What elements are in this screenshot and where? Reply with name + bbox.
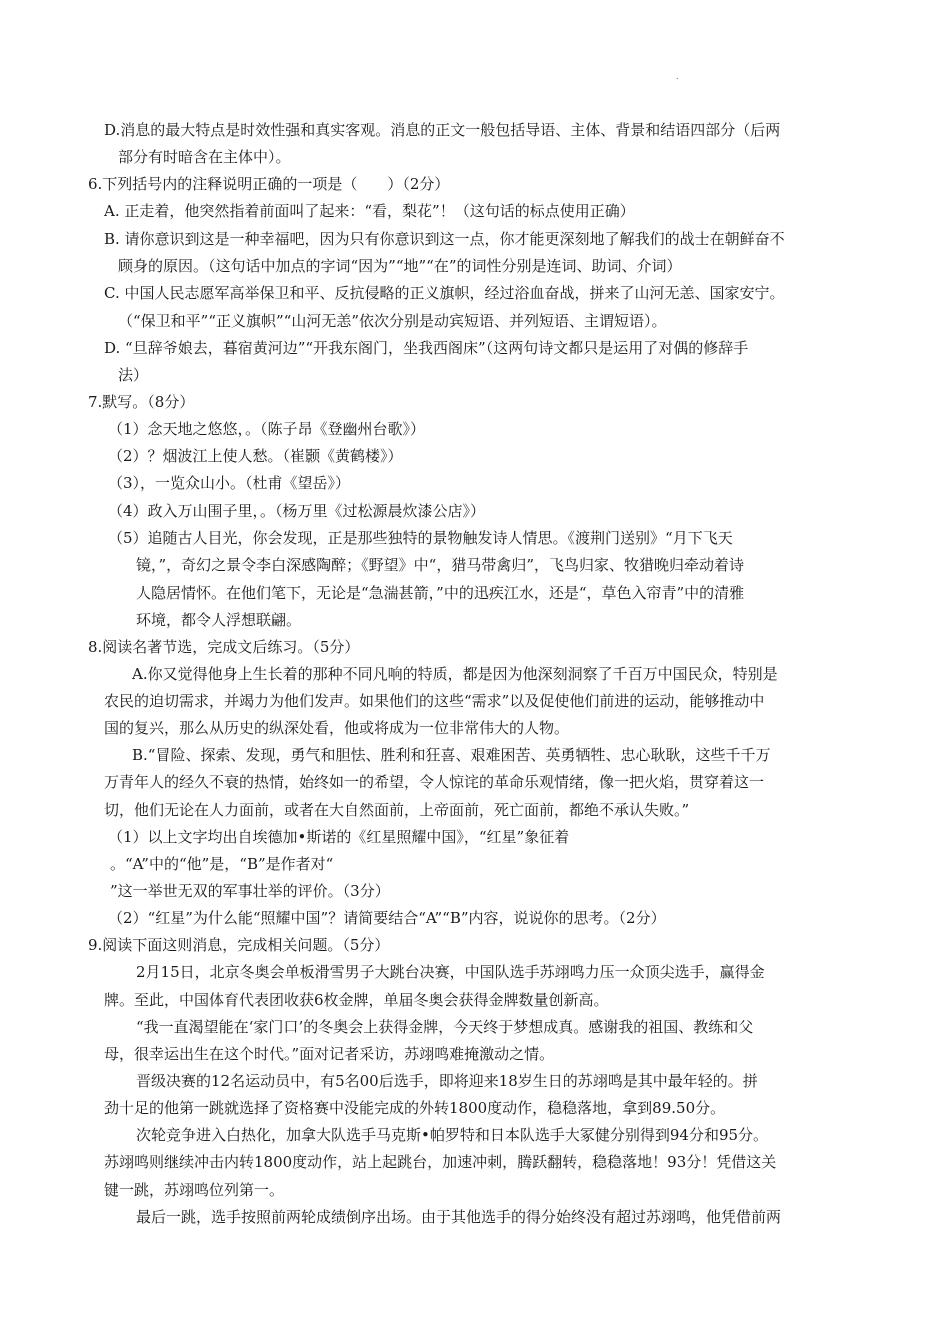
q7-item-5-line3: 人隐居情怀。在他们笔下，无论是“急湍甚箭，”中的迅疾江水，还是“，草色入帘青”中的清雅 bbox=[136, 584, 745, 602]
q7-item-3: （3），一览众山小。（杜甫《望岳》） bbox=[108, 474, 351, 492]
q9-para1-line1: 2月15日，北京冬奥会单板滑雪男子大跳台决赛，中国队选手苏翊鸣力压一众顶尖选手，赢得金 bbox=[136, 963, 765, 981]
q8-passage-a-line2: 农民的迫切需求，并竭力为他们发声。如果他们的这些“需求”以及促使他们前进的运动，能够推动中 bbox=[104, 692, 765, 710]
q8-sub1-line3: ”这一举世无双的军事壮举的评价。（3分） bbox=[110, 882, 390, 900]
q6-option-d-line2: 法） bbox=[118, 366, 149, 384]
q9-para4-line3: 键一跳，苏翊鸣位列第一。 bbox=[104, 1181, 285, 1199]
q8-stem: 8.阅读名著节选，完成文后练习。（5分） bbox=[88, 638, 360, 656]
q6-option-d-line1: D. “旦辞爷娘去，暮宿黄河边”“开我东阁门，坐我西阁床”（这两句诗文都只是运用了对偶的修辞手 bbox=[104, 339, 749, 357]
q9-para3-line1: 晋级决赛的12名运动员中，有5名00后选手，即将迎来18岁生日的苏翊鸣是其中最年轻的。拼 bbox=[136, 1072, 758, 1090]
q9-para2-line1: “我一直渴望能在‘家门口’的冬奥会上获得金牌，今天终于梦想成真。感谢我的祖国、教练和父 bbox=[136, 1018, 754, 1036]
q6-option-b-line1: B. 请你意识到这是一种幸福吧，因为只有你意识到这一点，你才能更深刻地了解我们的战士在朝鲜奋不 bbox=[104, 230, 785, 248]
q9-para1-line2: 牌。至此，中国体育代表团收获6枚金牌，单届冬奥会获得金牌数量创新高。 bbox=[104, 991, 609, 1009]
q9-para4-line1: 次轮竞争进入白热化，加拿大队选手马克斯•帕罗特和日本队选手大冢健分别得到94分和95分。 bbox=[136, 1126, 769, 1144]
q7-item-1: （1）念天地之悠悠，。（陈子昂《登幽州台歌》） bbox=[108, 420, 426, 438]
q7-stem: 7.默写。（8分） bbox=[88, 393, 195, 411]
q6-option-c-line1: C. 中国人民志愿军高举保卫和平、反抗侵略的正义旗帜，经过浴血奋战，拼来了山河无恙、国家安宁。 bbox=[104, 284, 785, 302]
q6-stem: 6.下列括号内的注释说明正确的一项是（ ）（2分） bbox=[88, 175, 450, 193]
q7-item-5-line4: 环境，都令人浮想联翩。 bbox=[136, 611, 302, 629]
q8-passage-b-line3: 切，他们无论在人力面前，或者在大自然面前，上帝面前，死亡面前，都绝不承认失败。” bbox=[104, 801, 690, 819]
q8-passage-a-line3: 国的复兴，那么从历史的纵深处看，他或将成为一位非常伟大的人物。 bbox=[104, 719, 570, 737]
q5-option-d-line1: D.消息的最大特点是时效性强和真实客观。消息的正文一般包括导语、主体、背景和结语四部分（后两 bbox=[104, 121, 781, 139]
header-mark: . bbox=[676, 72, 679, 81]
q7-item-4: （4）政入万山围子里，。（杨万里《过松源晨炊漆公店》） bbox=[108, 502, 486, 520]
q8-sub2: （2）“红星”为什么能“照耀中国”？请简要结合“A”“B”内容，说说你的思考。（2分） bbox=[108, 909, 666, 927]
q9-stem: 9.阅读下面这则消息，完成相关问题。（5分） bbox=[88, 936, 390, 954]
q9-para4-line2: 苏翊鸣则继续冲击内转1800度动作，站上起跳台，加速冲刺，腾跃翻转，稳稳落地！93分！凭借这关 bbox=[104, 1153, 777, 1171]
q7-item-2: （2）？烟波江上使人愁。（崔颢《黄鹤楼》） bbox=[108, 447, 403, 465]
q9-para2-line2: 母，很幸运出生在这个时代。”面对记者采访，苏翊鸣难掩激动之情。 bbox=[104, 1045, 555, 1063]
q8-sub1-line1: （1）以上文字均出自埃德加•斯诺的《红星照耀中国》，“红星”象征着 bbox=[108, 828, 570, 846]
q5-option-d-line2: 部分有时暗含在主体中）。 bbox=[118, 148, 291, 166]
q6-option-c-line2: （“保卫和平”“正义旗帜”“山河无恙”依次分别是动宾短语、并列短语、主谓短语）。 bbox=[118, 312, 667, 330]
q9-para5-line1: 最后一跳，选手按照前两轮成绩倒序出场。由于其他选手的得分始终没有超过苏翊鸣，他凭借前两 bbox=[136, 1208, 782, 1226]
q6-option-b-line2: 顾身的原因。（这句话中加点的字词“因为”“地”“在”的词性分别是连词、助词、介词） bbox=[118, 257, 682, 275]
q7-item-5-line1: （5）追随古人目光，你会发现，正是那些独特的景物触发诗人情思。《渡荆门送别》“月下飞天 bbox=[108, 529, 733, 547]
q8-passage-a-line1: A.你又觉得他身上生长着的那种不同凡响的特质，都是因为他深刻洞察了千百万中国民众，特别是 bbox=[132, 665, 778, 683]
q8-sub1-line2: 。“A”中的“他”是，“B”是作者对“ bbox=[110, 855, 334, 873]
q6-option-a: A. 正走着，他突然指着前面叫了起来：“看，梨花”！（这句话的标点使用正确） bbox=[104, 202, 635, 220]
q9-para3-line2: 劲十足的他第一跳就选择了资格赛中没能完成的外转1800度动作，稳稳落地，拿到89.50分。 bbox=[104, 1099, 726, 1117]
q8-passage-b-line2: 万青年人的经久不衰的热情，始终如一的希望，令人惊诧的革命乐观情绪，像一把火焰，贯穿着这一 bbox=[104, 773, 765, 791]
q7-item-5-line2: 镜，”，奇幻之景令李白深感陶醉；《野望》中“，猎马带禽归”，飞鸟归家、牧猎晚归牵动着诗 bbox=[136, 556, 745, 574]
q8-passage-b-line1: B.“冒险、探索、发现，勇气和胆怯、胜利和狂喜、艰难困苦、英勇牺牲、忠心耿耿，这些千千万 bbox=[132, 746, 771, 764]
